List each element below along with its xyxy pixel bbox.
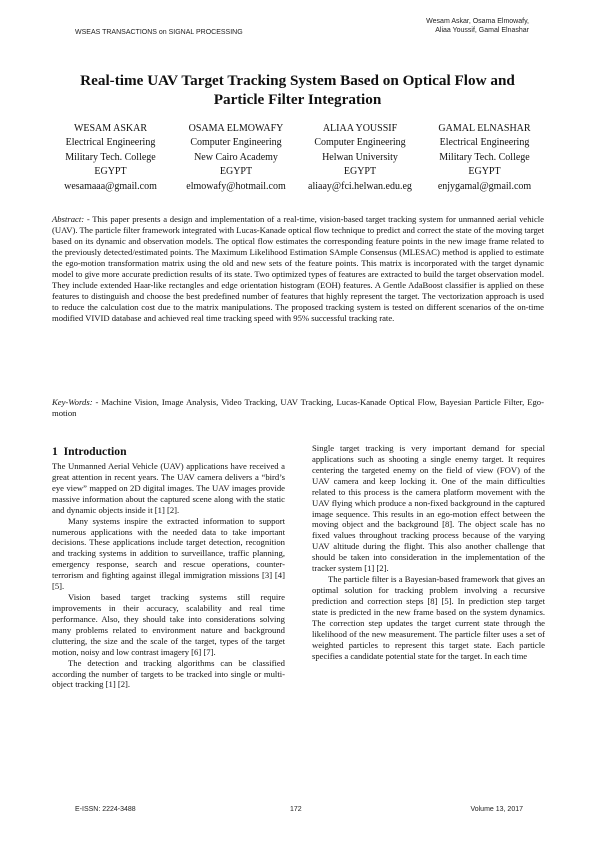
section-title: Introduction	[63, 445, 127, 458]
author-country: EGYPT	[343, 166, 377, 178]
author-dept: Electrical Engineering	[65, 137, 156, 149]
footer-issn: E-ISSN: 2224-3488	[75, 806, 136, 813]
author-dept: Computer Engineering	[190, 137, 282, 149]
author-org: Helwan University	[322, 151, 398, 163]
author-org: Military Tech. College	[65, 151, 156, 163]
author-name: WESAM ASKAR	[73, 123, 148, 134]
author-org: New Cairo Academy	[194, 151, 278, 163]
running-header-journal: WSEAS TRANSACTIONS on SIGNAL PROCESSING	[75, 29, 243, 36]
abstract-text: - This paper presents a design and implementation of a real-time, vision-based target tracking system for unmanned aerial vehicle (UAV). The particle filter framework integrated with Lucas-Kanade optical flow technique to predict and correct the state of the moving target based on its dynamic and observation models. The optical flow estimates the corresponding feature points in the new image frame related to the previously detected/estimated points. The Maximum Likelihood Estimation SAmple Consensus (MLESAC) method is applied to estimate the ego-motion transformation matrix using the old and new sets of the feature points. This matrix is incorporated with the target dynamic model to give more accurate prediction results of its state. Two optimized types of features are extracted to build the target observation model. They include extended Haar-like rectangles and edge orientation histogram (EOH) features. A Gentle AdaBoost classifier is applied on these features to distinguish and choose the best predefined number of features that highly represent the target. The vectorization approach is used to reduce the calculation cost due to the matrix manipulations. The proposed tracking system is tested on different scenarios of the on-time modified VIVID database and achieved real time tracking speed with 95% successful tracking rate.	[52, 214, 544, 324]
footer-volume: Volume 13, 2017	[470, 806, 523, 813]
author-email: enjygamal@gmail.com	[437, 180, 532, 192]
author-org: Military Tech. College	[439, 151, 530, 163]
author-country: EGYPT	[94, 166, 127, 178]
keywords-text: - Machine Vision, Image Analysis, Video Tracking, UAV Tracking, Lucas-Kanade Optical Flow, Bayesian Particle Filter, Ego-motion	[52, 397, 544, 419]
running-header-authors-line1: Wesam Askar, Osama Elmowafy,	[426, 18, 529, 25]
author-2	[173, 122, 299, 194]
left-column	[52, 445, 285, 690]
section-number: 1	[52, 445, 58, 458]
author-name: ALIAA YOUSSIF	[322, 123, 398, 134]
paragraph: Vision based target tracking systems still require improvements in their accuracy, scalability and real time performance. Also, they should take into considerations solving many problems related to environment nature and background cluttering, the size and the scale of the target, types of the target motion, noisy and low contrast imagery [6] [7].	[52, 592, 285, 657]
author-dept: Electrical Engineering	[439, 137, 530, 149]
author-dept: Computer Engineering	[314, 137, 406, 149]
paper-title-line1: Real-time UAV Target Tracking System Based on Optical Flow and	[80, 72, 515, 89]
author-country: EGYPT	[219, 166, 253, 178]
author-4	[421, 122, 548, 194]
section-heading	[52, 445, 285, 459]
author-email: aliaay@fci.helwan.edu.eg	[308, 180, 412, 192]
author-name: OSAMA ELMOWAFY	[188, 123, 284, 134]
paragraph: Single target tracking is very important demand for special applications such as shooting a single enemy target. It requires centering the targeted enemy on the field of view (FOV) of the UAV camera and keep locking it. One of the main difficulties related to this process is the camera platform movement with the UAV flying which produce a non-fixed background in the captured image sequence. This results in an ego-motion effect between the moving object and the background [8]. The object scale has no fixed values throughout tracking process because of the varying UAV altitude during the flight. This also another challenge that should be taken into consideration in the implementation of the tracker system [1] [2].	[312, 443, 545, 574]
running-header-authors-line2: Aliaa Youssif, Gamal Elnashar	[435, 27, 529, 34]
abstract	[52, 214, 544, 324]
keywords-label: Key-Words:	[52, 397, 93, 407]
author-email: elmowafy@hotmail.com	[186, 180, 286, 192]
right-column	[312, 443, 545, 661]
author-country: EGYPT	[468, 166, 501, 178]
author-email: wesamaaa@gmail.com	[64, 180, 157, 192]
keywords	[52, 397, 544, 419]
paper-title	[45, 71, 550, 109]
abstract-label: Abstract:	[52, 214, 85, 224]
paper-title-line2: Particle Filter Integration	[213, 91, 382, 108]
paragraph: The particle filter is a Bayesian-based framework that gives an optimal solution for tracking problem involving a recursive prediction and correction steps [8] [5]. In prediction step target state is predicted in the new frame based on the system dynamics. The correction step updates the target current state through the likelihood of the new measurement. The particle filter uses a set of weighted particles to represent this target state. Each particle specifies a candidate potential state for the target. In each time	[312, 574, 545, 661]
author-1	[48, 122, 173, 194]
running-header-authors	[426, 17, 529, 35]
paragraph: Many systems inspire the extracted information to support numerous applications with the needed data to take important decisions. These applications include target detection, recognition and tracking systems in addition to surveillance, traffic planning, emergency response, search and rescue operations, counter-terrorism and fighting against illegal immigration missions [3] [4] [5].	[52, 515, 285, 592]
paragraph: The Unmanned Aerial Vehicle (UAV) applications have received a great attention in recent years. The UAV camera delivers a “bird’s eye view” mapped on 2D digital images. The UAV images provide massive information about the captured scene along with the static and dynamic objects inside it [1] [2].	[52, 461, 285, 515]
paragraph: The detection and tracking algorithms can be classified according the number of targets to be tracked into single or multi-object tracking [1] [2].	[52, 657, 285, 690]
author-3	[299, 122, 421, 194]
author-name: GAMAL ELNASHAR	[438, 123, 531, 134]
author-block	[48, 122, 548, 194]
footer-page-number: 172	[290, 806, 302, 813]
